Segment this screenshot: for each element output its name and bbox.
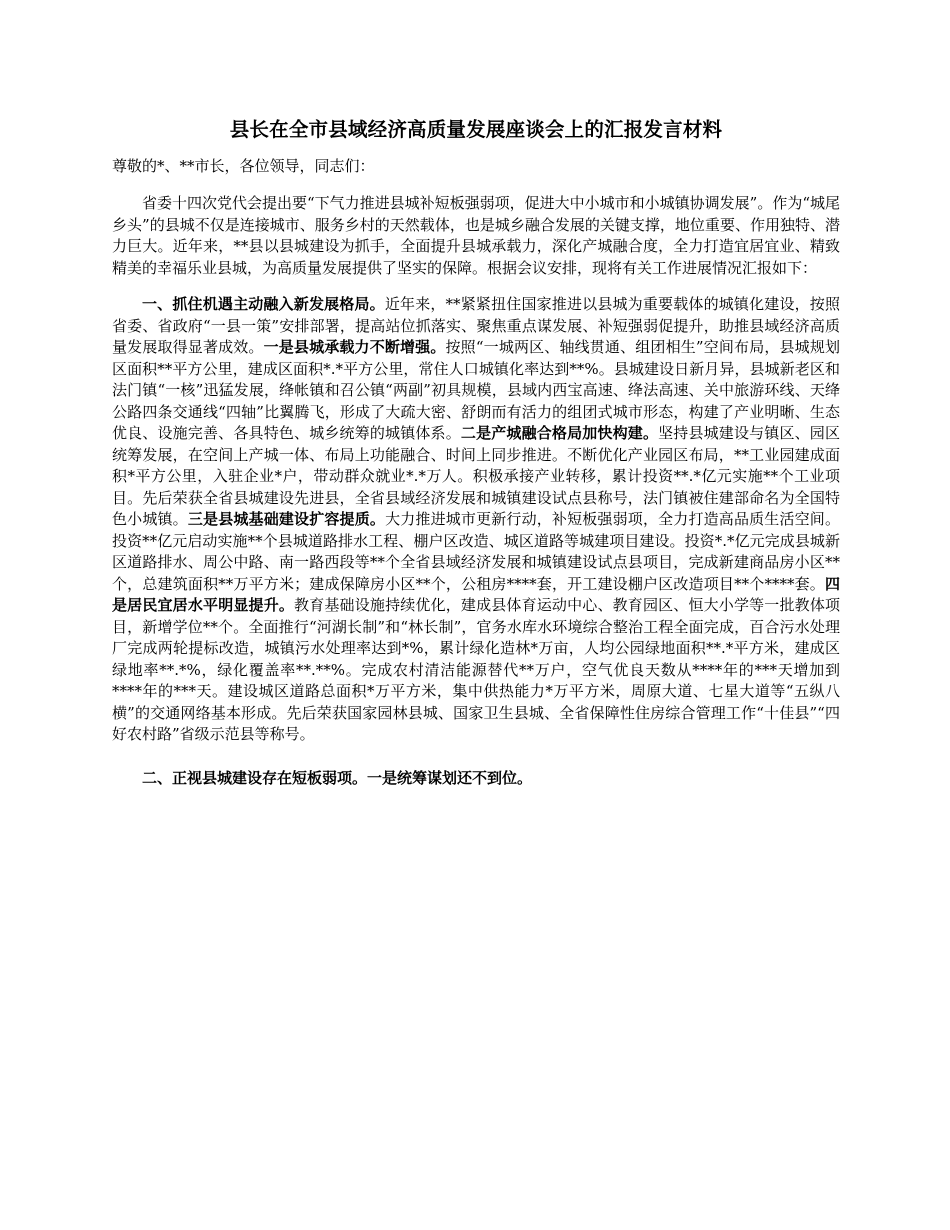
section1-text: 近年来，**紧紧扭住国家推进以县城为重要载体的城镇化建设，按照省委、省政府“一县一策”安排部署，提高站位抓落实、聚焦重点谋发展、补短强弱促提升，助推县域经济高质量发展取得显著成效。 bbox=[112, 295, 840, 356]
section1-point4-text: 教育基础设施持续优化，建成县体育运动中心、教育园区、恒大小学等一批教体项目，新增学位**个。全面推行“河湖长制”和“林长制”，官务水库水环境综合整治工程全面完成，百合污水处理厂完成两轮提标改造，城镇污水处理率达到*%，累计绿化造林*万亩，人均公园绿地面积**.*平方米，建成区绿地率**.*%，绿化覆盖率**.**%。完成农村清洁能源替代**万户，空气优良天数从****年的***天增加到****年的***天。建设城区道路总面积*万平方米，集中供热能力*万平方米，周原大道、七星大道等“五纵八横”的交通网络基本形成。先后荣获国家园林县城、国家卫生县城、全省保障性住房综合管理工作“十佳县”“四好农村路”省级示范县等称号。 bbox=[112, 596, 840, 743]
section1-point3: 三是县城基础建设扩容提质。 bbox=[187, 510, 386, 528]
section1-heading: 一、抓住机遇主动融入新发展格局。 bbox=[142, 295, 385, 313]
section1-point1: 一是县城承载力不断增强。 bbox=[263, 338, 446, 356]
section1-point1-text: 按照“一城两区、轴线贯通、组团相生”空间布局，县城规划区面积**平方公里，建成区面积*.*平方公里，常住人口城镇化率达到**%。县城建设日新月异，县城新老区和法门镇“一核”迅猛发展，绛帐镇和召公镇“两副”初具规模，县域内西宝高速、绛法高速、关中旅游环线、天绛公路四条交通线“四轴”比翼腾飞，形成了大疏大密、舒朗而有活力的组团式城市形态，构建了产业明晰、生态优良、设施完善、各具特色、城乡统筹的城镇体系。 bbox=[112, 338, 840, 442]
section2-heading: 二、正视县城建设存在短板弱项。 bbox=[142, 768, 368, 787]
salutation: 尊敬的*、**市长，各位领导，同志们： bbox=[112, 157, 375, 175]
section1-point2-text: 坚持县城建设与镇区、园区统筹发展，在空间上产城一体、布局上功能融合、时间上同步推进。不断优化产业园区布局，**工业园建成面积*平方公里，入驻企业*户，带动群众就业*.*万人。积极承接产业转移，累计投资**.*亿元实施**个工业项目。先后荣获全省县城建设先进县，全省县域经济发展和城镇建设试点县称号，法门镇被住建部命名为全国特色小城镇。 bbox=[112, 424, 840, 528]
section1-paragraph bbox=[112, 294, 840, 746]
section2-paragraph bbox=[112, 768, 840, 790]
section1-point3-text: 大力推进城市更新行动，补短板强弱项，全力打造高品质生活空间。投资**亿元启动实施**个县城道路排水工程、棚户区改造、城区道路等城建项目建设。投资*.*亿元完成县城新区道路排水、周公中路、南一路西段等**个全省县域经济发展和城镇建设试点县项目，完成新建商品房小区**个，总建筑面积**万平方米；建成保障房小区**个，公租房****套，开工建设棚户区改造项目**个****套。 bbox=[112, 510, 840, 593]
section2-point1: 一是统筹谋划还不到位。 bbox=[367, 768, 533, 787]
intro-paragraph: 省委十四次党代会提出要“下气力推进县城补短板强弱项，促进大中小城市和小城镇协调发展”。作为“城尾乡头”的县城不仅是连接城市、服务乡村的天然载体，也是城乡融合发展的关键支撑，地位重要、作用独特、潜力巨大。近年来，**县以县城建设为抓手，全面提升县城承载力，深化产城融合度，全力打造宜居宜业、精致精美的幸福乐业县城，为高质量发展提供了坚实的保障。根据会议安排，现将有关工作进展情况汇报如下： bbox=[112, 194, 841, 277]
section1-point2: 二是产城融合格局加快构建。 bbox=[460, 424, 659, 442]
document-title: 县长在全市县域经济高质量发展座谈会上的汇报发言材料 bbox=[229, 118, 723, 141]
document-page bbox=[112, 0, 840, 789]
section1-point4: 四是居民宜居水平明显提升。 bbox=[112, 574, 840, 614]
